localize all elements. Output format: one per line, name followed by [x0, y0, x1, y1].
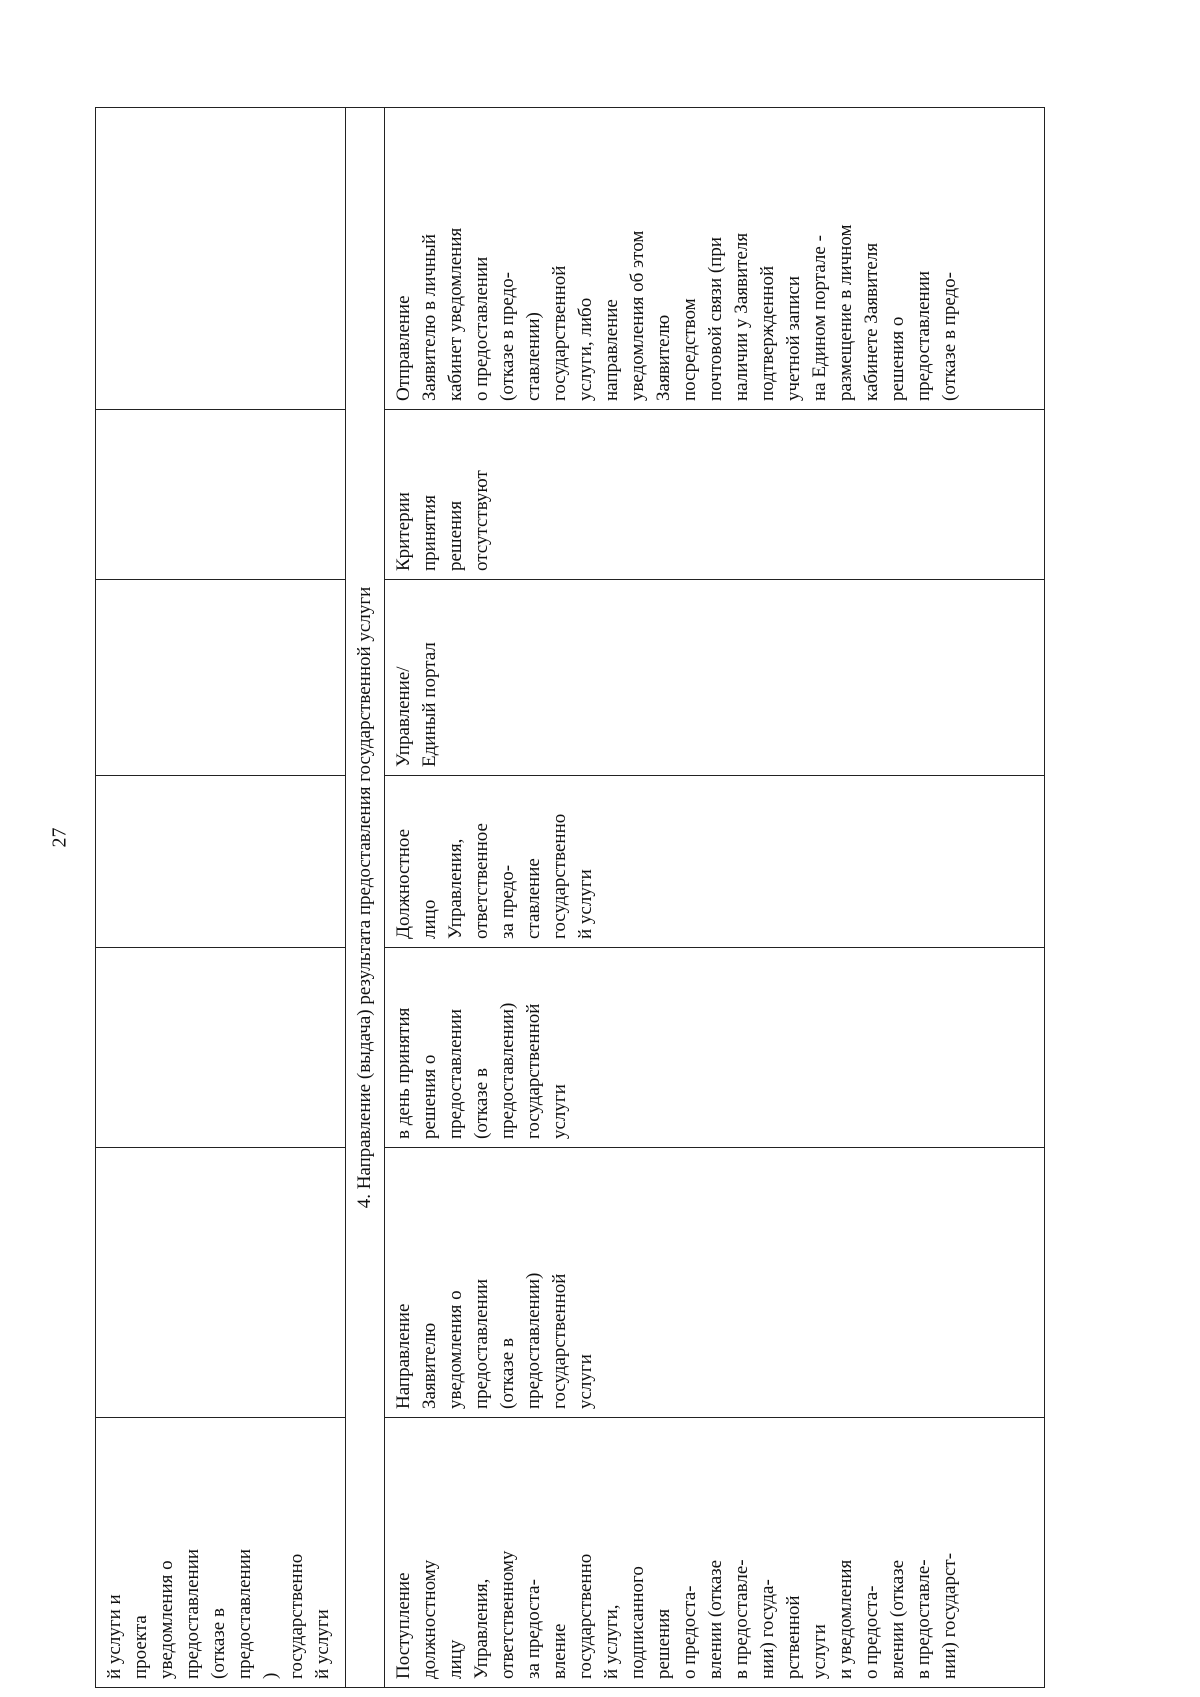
table-row-result-delivery — [385, 108, 1045, 1688]
rotated-table-content — [95, 108, 1045, 1688]
table-section-row — [346, 108, 385, 1688]
table-cell: Управление/ Единый портал — [385, 580, 1045, 776]
section-title: 4. Направление (выдача) результата предоставления государственной услуги — [346, 108, 385, 1688]
table-cell: в день принятия решения о предоставлении (отказе в предоставлении) государственной услуги — [385, 948, 1045, 1148]
table-cell — [96, 410, 346, 580]
table-cell: Критерии принятия решения отсутствуют — [385, 410, 1045, 580]
table-cell — [96, 948, 346, 1148]
table-cell — [96, 580, 346, 776]
procedure-table — [95, 107, 1045, 1688]
table-cell: Отправление Заявителю в личный кабинет уведомления о предоставлении (отказе в предо- ставлении) государственной услуги, либо направление уведомления об этом Заявителю посредством почтовой связи (при наличии у Заявителя подтвержденной учетной записи на Едином портале - размещение в личном кабинете Заявителя решения о предоставлении (отказе в предо- — [385, 108, 1045, 410]
table-cell: Должностное лицо Управления, ответственное за предо- ставление государственно й услуги — [385, 776, 1045, 948]
table-cell — [96, 108, 346, 410]
table-cell — [96, 776, 346, 948]
table-cell: й услуги и проекта уведомления о предоставлении (отказе в предоставлении ) государственно й услуги — [96, 1418, 346, 1688]
table-cell: Направление Заявителю уведомления о предоставлении (отказе в предоставлении) государственной услуги — [385, 1148, 1045, 1418]
table-cell: Поступление должностному лицу Управления, ответственному за предоста- вление государственно й услуги, подписанного решения о предоста- влении (отказе в предоставле- нии) госуда- рственной услуги и уведомления о предоста- влении (отказе в предоставле- нии) государст- — [385, 1418, 1045, 1688]
page-number: 27 — [48, 827, 71, 848]
table-row-previous-step — [96, 108, 346, 1688]
table-cell — [96, 1148, 346, 1418]
